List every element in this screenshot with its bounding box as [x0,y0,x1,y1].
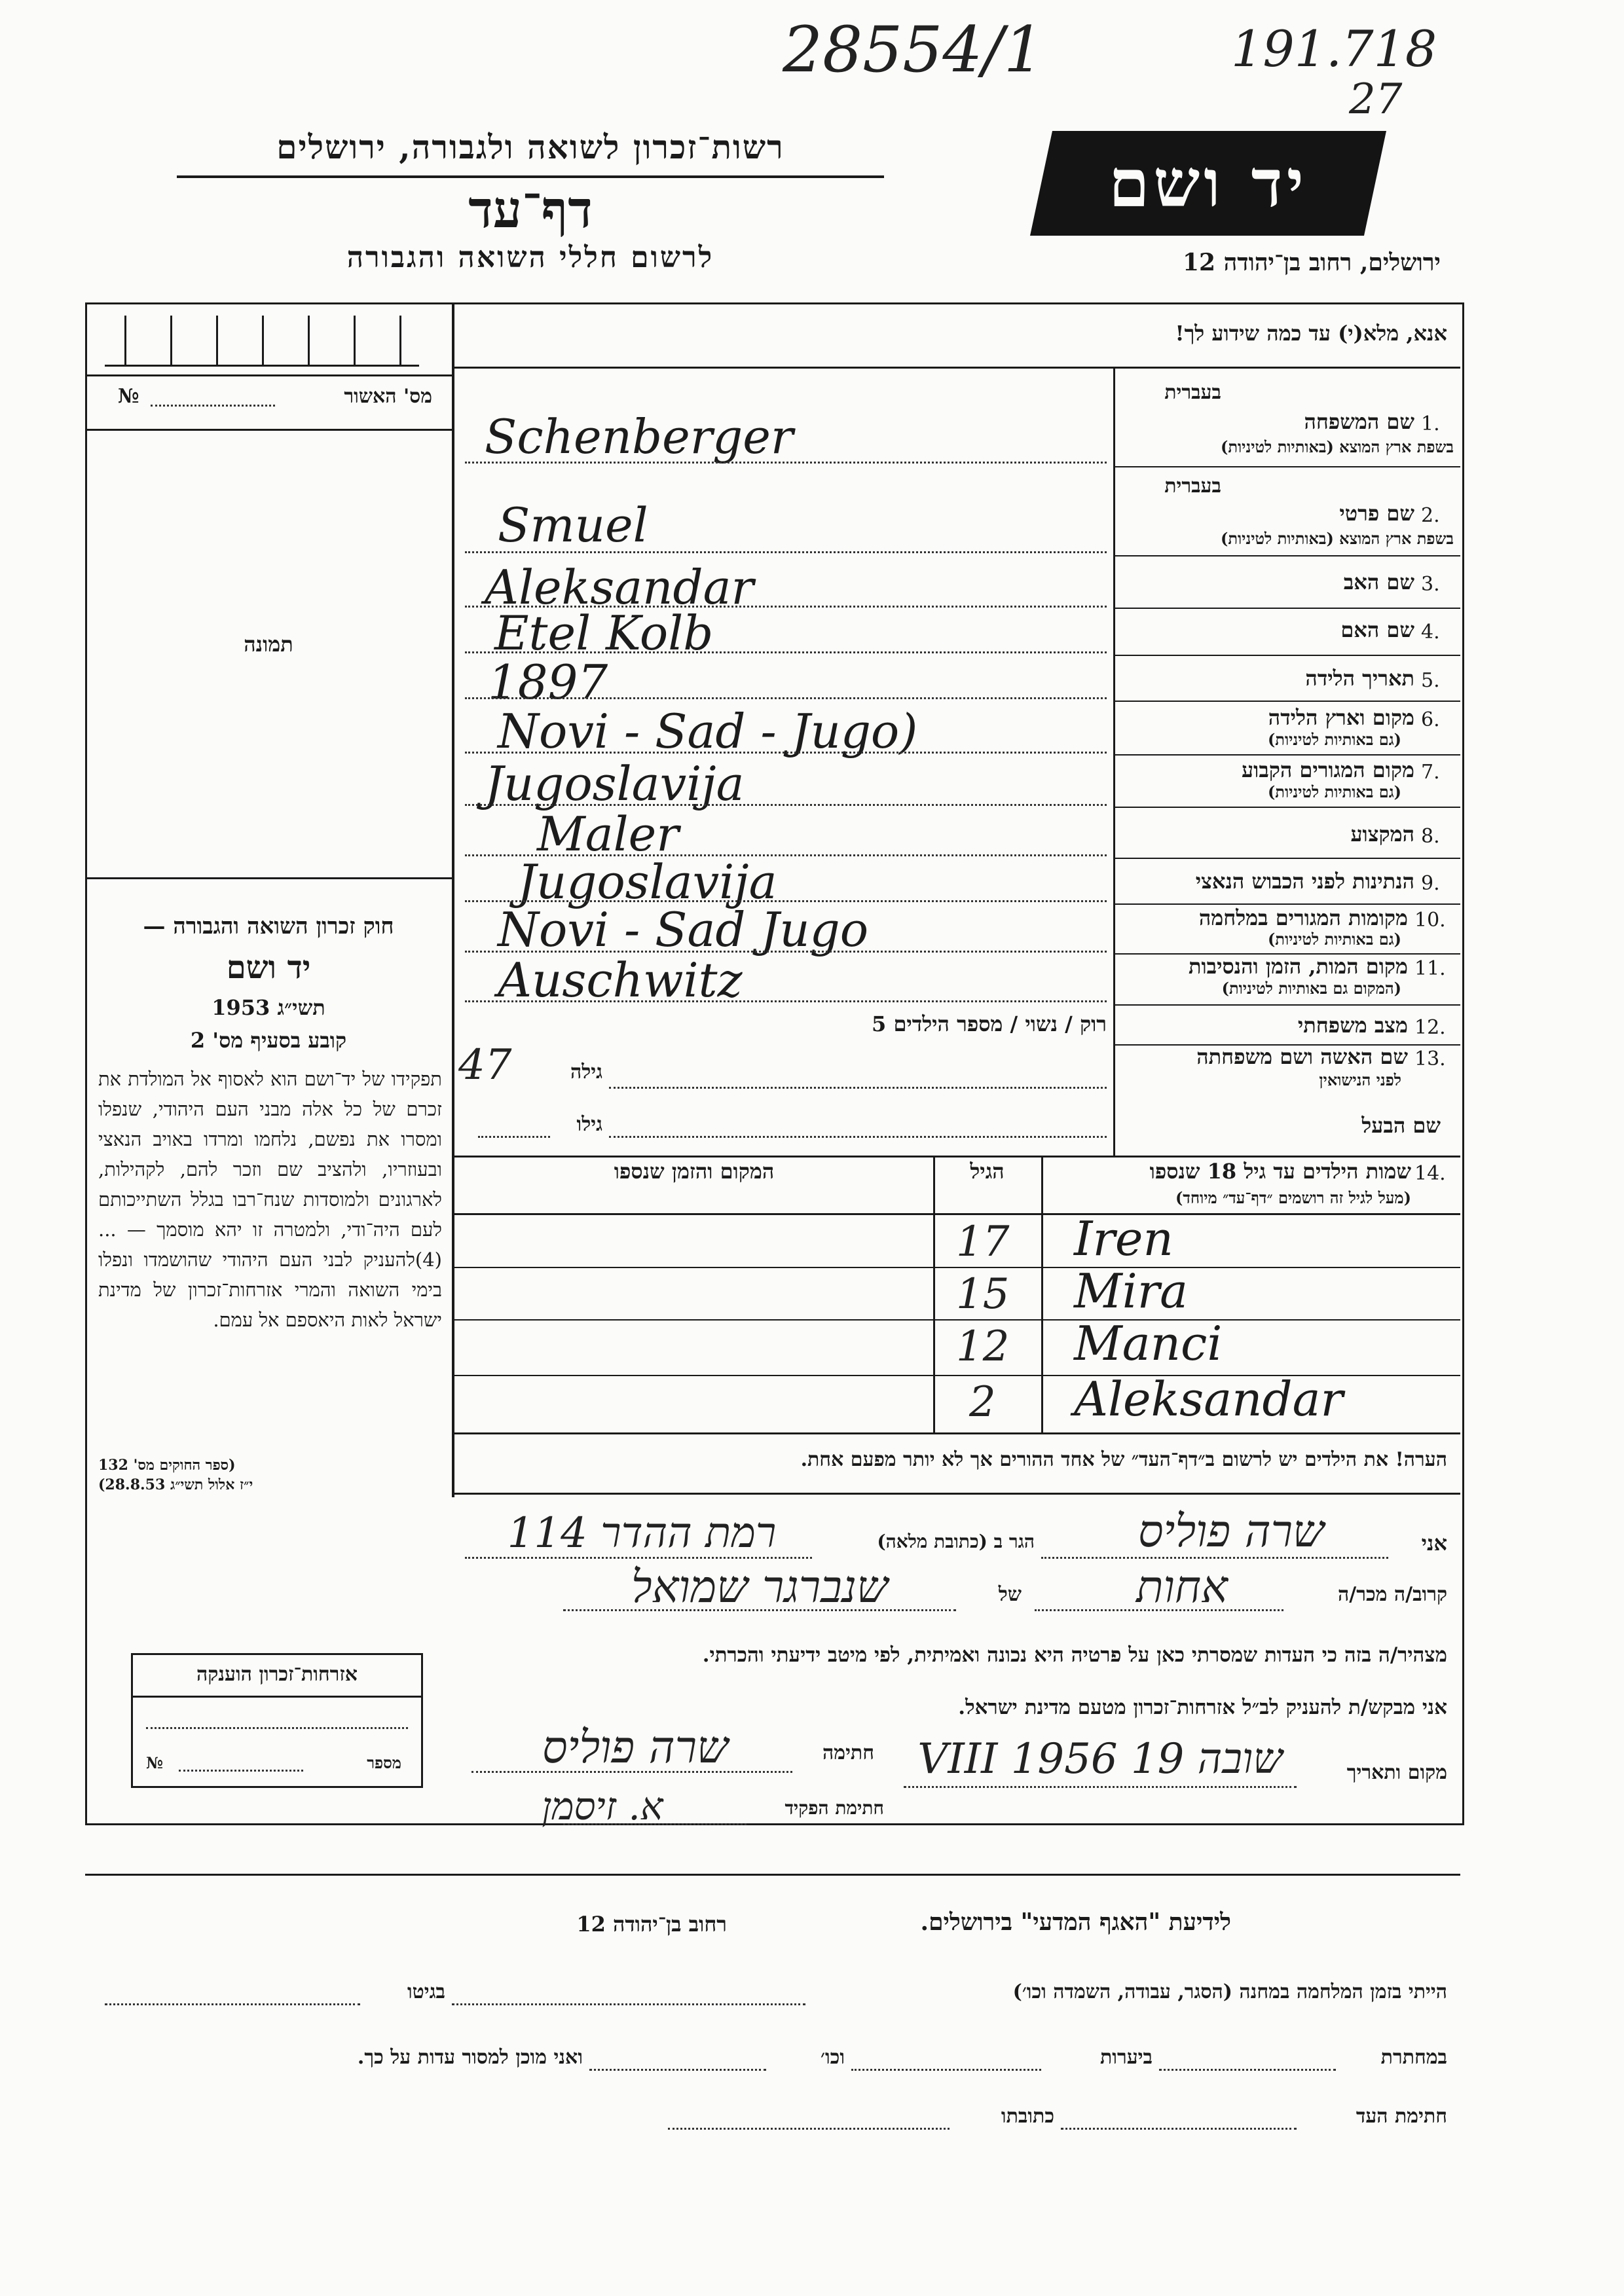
photo-label: תמונה [244,632,293,657]
field-value-first-name: Smuel [498,498,648,553]
law-title: חוק זכרון השואה והגבורה — [143,913,394,939]
table-col-divider [933,1157,935,1432]
field-value-father: Aleksandar [485,560,754,615]
photo-top-rule [85,429,453,431]
place-date-label: מקום ותאריך [1346,1761,1447,1784]
child-name: Aleksandar [1074,1372,1343,1427]
field-number: 12. [1414,1016,1446,1039]
relation-label: קרוב/ה מכר/ה [1338,1583,1447,1606]
field-sub: (המקום גם באותיות לטיניות) [1221,979,1401,998]
footer-line2-b-dots [851,2069,1041,2071]
approval-boxes [85,302,452,374]
field-sub: בשפת ארץ המוצא (באותיות לטיניות) [1221,437,1454,456]
field-label: המקצוע [1350,822,1414,847]
law-year: תשי״ג 1953 [212,995,325,1020]
citizenship-no-line [179,1770,303,1772]
law-section: קובע בסעיף מס' 2 [190,1028,347,1053]
declarant-name: שרה פוליס [1137,1506,1325,1558]
field-label: שם האשה ושם משפחתה [1196,1044,1408,1069]
declaration-text: מצהיר/ה בזה כי העדות שמסרתי כאן על פרטיה היא נכונה ואמיתית, לפי מיטב ידיעתי והכרתי. [702,1643,1447,1667]
field-line [465,651,1107,653]
field-value-marital-status: רוק / נשוי / מספר הילדים 5 [872,1011,1107,1036]
page-number: 27 [1349,75,1403,124]
children-table-number: 14. [1414,1162,1446,1185]
approval-number-line [151,405,275,407]
photo-bottom-rule [85,877,453,879]
side-panel-rule [85,374,453,376]
field-number: 1. [1421,412,1440,435]
field-line [465,697,1107,699]
field-label: מצב משפחתי [1297,1013,1408,1038]
table-row-rule [454,1319,1460,1321]
field-value-death-place: Auschwitz [498,953,743,1008]
row-rule [1115,608,1460,609]
officer-signature: א. זיסמן [542,1784,663,1829]
child-age: 12 [956,1322,1010,1371]
child-name: Iren [1074,1211,1173,1266]
field-label: שם האם [1340,617,1414,642]
child-age: 2 [969,1378,996,1427]
footer-line1: הייתי בזמן המלחמה במחנה (הסגר, עבודה, השמדה וכו׳) [1012,1980,1447,2003]
footer-top-rule [85,1874,1460,1876]
field-label: הנתינות לפני הכבוש הנאצי [1195,869,1414,894]
field-value-citizenship: Jugoslavija [517,854,777,909]
field-number: 4. [1421,621,1440,644]
declarant-name-line [1041,1557,1388,1559]
row-rule [1115,555,1460,556]
note-text: הערה! את הילדים יש לרשום ב״דף־העד״ של אחד ההורים אך לא יותר מפעם אחת. [800,1448,1447,1471]
row-rule [1115,903,1460,905]
footer-title-address: רחוב בן־יהודה 12 [576,1912,727,1937]
field-line [609,1087,1107,1089]
law-text: תפקידו של יד־ושם הוא לאסוף אל המולדת את זכרם של כל אלה מבני העם היהודי, שנפלו ומסרו את נפשם, נלחמו ומרדו באויב הנאצי ובעוזריו, ולהציב שם וזכר להם, לקהילות, לארגונים ולמוסדות שנח־רבו בגלל השתייכותם לעם היה־ודי, ולמטרה זו יהא מוסמך — ...(4)להעניק לבני העם היהודי שהושמדו ונפלו בימי השואה והמרי אזרחות־זכרון של מדינת ישראל לאות היאספם אל עמם. [98,1068,442,1331]
side-panel-divider [452,302,454,1497]
declarant-address: רמת ההדר 114 [507,1509,777,1558]
child-name: Mira [1074,1264,1189,1319]
declarant-address-line [465,1557,812,1559]
age-label: גילה [570,1061,602,1084]
field-line [465,462,1107,464]
field-value-birth-date: 1897 [488,655,608,710]
footer-line3-a-dots [1061,2128,1297,2130]
field-number: 10. [1414,909,1446,932]
field-label: מקומות המגורים במלחמה [1198,905,1408,930]
field-number: 6. [1421,708,1440,731]
footer-line2-a: במחתרת [1380,2046,1447,2069]
children-names-header: שמות הילדים עד גיל 18 שנספו [1149,1159,1411,1184]
table-bottom-rule [454,1432,1460,1434]
officer-label: חתימת הפקיד [784,1797,884,1819]
field-sub: (גם באותיות לטיניות) [1267,782,1401,801]
children-place-header: המקום והזמן שנספו [614,1159,775,1184]
field-label: מקום וארץ הלידה [1268,705,1414,730]
officer-line [563,1823,747,1825]
field-sub: בשפת ארץ המוצא (באותיות לטיניות) [1221,529,1454,548]
declarant-i-label: אני [1421,1531,1447,1556]
of-label: של [998,1583,1022,1606]
footer-line3-b-dots [668,2128,950,2130]
logo-text: יד ושם [1109,145,1308,222]
citizenship-no-label: מספר [367,1753,401,1772]
request-text: אני מבקש/ת להעניק לב״ל אזרחות־זכרון מטעם מדינת ישראל. [958,1696,1447,1719]
intro-rule [454,367,1460,369]
field-label: שם פרטי [1339,501,1414,526]
row-rule [1115,655,1460,656]
footer-line2-a-dots [1159,2069,1336,2071]
note-bottom-rule [454,1493,1460,1495]
header-address: ירושלים, רחוב בן־יהודה 12 [1182,249,1441,276]
field-number: 2. [1421,504,1440,527]
field-value-residence: Jugoslavija [485,756,745,811]
footer-line2-c: וכו׳ [821,2046,845,2069]
field-number: 11. [1414,957,1446,980]
field-number: 13. [1414,1048,1446,1070]
footer-title: לידיעת "האגף המדעי" בירושלים. [920,1908,1231,1936]
citizenship-line [146,1727,408,1729]
declarant-living-label: הגר ב (כתובת מלאה) [877,1531,1035,1552]
citizenship-box [131,1653,423,1788]
reference-number: 191.718 [1231,20,1437,78]
place-date-value: שובה 19 VIII 1956 [917,1735,1283,1783]
child-age: 17 [956,1218,1010,1266]
field-value-birth-place: Novi - Sad - Jugo) [498,704,918,759]
of-line [563,1609,956,1611]
row-rule [1115,701,1460,702]
citizenship-no-sign: № [146,1753,164,1772]
table-col-divider [1041,1157,1043,1432]
children-names-header-sub: (מעל לגיל זה רושמים ״דף־עד״ מיוחד) [1175,1188,1411,1207]
law-source: (ספר החוקים מס' 132 [98,1457,236,1474]
relation-line [1035,1609,1283,1611]
table-top-rule [454,1156,1460,1157]
footer-line3-a: חתימת העד [1356,2105,1447,2128]
approval-number-label: מס' האשור [344,385,432,408]
place-date-line [904,1786,1297,1788]
age-label: גילו [576,1113,602,1136]
intro-text: אנא, מלא(י) עד כמה שידוע לך! [1175,321,1447,346]
field-label: שם הבעל [1361,1113,1441,1138]
field-line [465,752,1107,754]
field-value-wartime-residence: Novi - Sad Jugo [498,902,869,957]
field-label: שם המשפחה [1304,409,1414,434]
yad-vashem-logo [1030,131,1386,236]
child-name: Manci [1074,1316,1223,1371]
table-header-rule [454,1213,1460,1215]
footer-line2-c-dots [589,2069,766,2071]
field-label: מקום המגורים הקבוע [1242,757,1414,782]
relation-value: אחות [1136,1561,1228,1613]
footer-line1-end-dots [105,2003,360,2005]
husband-age-line [478,1136,550,1138]
children-age-header: הגיל [970,1159,1005,1184]
field-sub: (גם באותיות לטיניות) [1267,930,1401,949]
field-line [465,804,1107,806]
signature-line [471,1771,792,1773]
field-sub: (גם באותיות לטיניות) [1267,730,1401,749]
field-number: 7. [1421,761,1440,784]
citizenship-title: אזרחות־זכרון הוענקה [196,1663,358,1686]
form-title: דף־עד [468,180,593,240]
label-column-divider [1113,369,1115,1157]
footer-line1-dots [452,2003,805,2005]
signature-value: שרה פוליס [542,1722,729,1774]
child-age: 15 [956,1270,1010,1319]
table-row-rule [454,1267,1460,1268]
field-number: 8. [1421,825,1440,848]
footer-line2-d: ואני מוכן למסור עדות על כך. [357,2046,583,2069]
of-value: שנברגר שמואל [631,1561,889,1613]
field-line [465,1000,1107,1002]
signature-label: חתימה [822,1741,874,1764]
row-rule [1115,858,1460,859]
field-line [609,1136,1107,1138]
field-value-mother: Etel Kolb [494,606,714,661]
law-date: י״ז אלול תשי״ג 28.8.53) [98,1476,253,1493]
field-value-family-name: Schenberger [485,409,794,464]
archive-number: 28554/1 [783,13,1044,86]
field-label: שם האב [1343,570,1414,594]
law-name: יד ושם [226,949,311,986]
row-rule [1115,1004,1460,1006]
form-subtitle: לרשום חללי השואה והגבורה [346,241,714,274]
footer-line2-b: ביערות [1099,2046,1153,2069]
field-label: תאריך הלידה [1305,666,1414,691]
footer-line3-b: כתובתו [1001,2105,1054,2128]
footer-line1-end: בגיטו [407,1980,445,2003]
citizenship-title-rule [133,1696,421,1698]
field-value-wife-age: 47 [458,1041,512,1089]
field-label: מקום המות, הזמן והנסיבות [1188,954,1408,979]
field-sub: לפני הנישואין [1319,1070,1401,1089]
org-name: רשות־זכרון לשואה ולגבורה, ירושלים [276,128,784,166]
approval-number-sign: № [118,385,139,408]
field-number: 3. [1421,573,1440,596]
field-value-profession: Maler [537,807,679,862]
field-sub-top: בעברית [1164,381,1221,404]
field-sub-top: בעברית [1164,475,1221,498]
field-number: 9. [1421,872,1440,895]
field-number: 5. [1421,669,1440,692]
header-rule [177,175,884,178]
row-rule [1115,754,1460,756]
row-rule [1115,807,1460,808]
field-line [465,551,1107,553]
row-rule [1115,466,1460,467]
